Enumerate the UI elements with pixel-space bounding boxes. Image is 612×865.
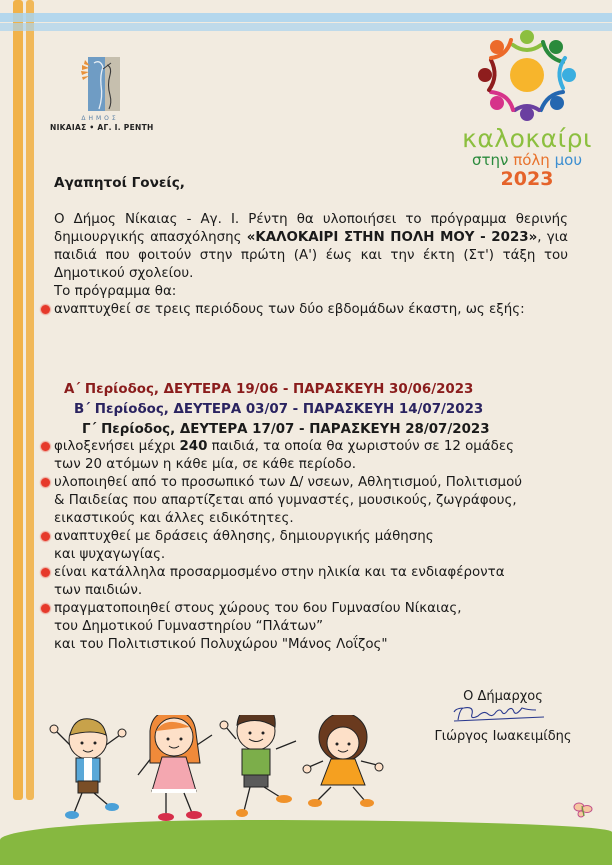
periods-list [64, 380, 490, 440]
handwritten-signature-icon [448, 705, 558, 723]
signature-title: Ο Δήμαρχος [463, 689, 543, 704]
program-name: «ΚΑΛΟΚΑΙΡΙ ΣΤΗΝ ΠΟΛΗ ΜΟΥ - 2023» [246, 230, 538, 245]
red-dot-icon [41, 442, 50, 451]
list-item: αναπτυχθεί σε τρεις περιόδους των δύο εβδομάδων έκαστη, ως εξής: [54, 301, 568, 319]
municipality-emblem-icon [79, 55, 121, 113]
decorative-orange-stripe [13, 0, 23, 800]
intro-paragraph: Ο Δήμος Νίκαιας - Αγ. Ι. Ρέντη θα υλοποιήσει το πρόγραμμα θερινής δημιουργικής απασχόλησης «ΚΑΛΟΚΑΙΡΙ ΣΤΗΝ ΠΟΛΗ ΜΟΥ - 2023», για παιδιά που φοιτούν στην πρώτη (Α') έως και την έκτη (Στ') τάξη του Δημοτικού σχολείου. Το πρόγραμμα θα: αναπτυχθεί σε τρεις περιόδους των δύο εβδομάδων έκαστη, ως εξής: [54, 211, 568, 319]
program-intro: Το πρόγραμμα θα: [54, 284, 177, 299]
list-item: φιλοξενήσει μέχρι 240 παιδιά, τα οποία θα χωριστούν σε 12 ομάδες των 20 ατόμων η κάθε μία, σε κάθε περίοδο. [54, 438, 574, 474]
list-item: είναι κατάλληλα προσαρμοσμένο στην ηλικία και τα ενδιαφέροντα των παιδιών. [54, 564, 574, 600]
program-bullets [54, 438, 574, 654]
program-logo-year: 2023 [500, 168, 554, 190]
children-circle-sun-icon [475, 28, 579, 122]
program-logo [462, 28, 592, 189]
municipality-logo [50, 55, 154, 132]
capacity-number: 240 [179, 439, 208, 454]
period-a: Α΄ Περίοδος, ΔΕΥΤΕΡΑ 19/06 - ΠΑΡΑΣΚΕΥΗ 30/06/2023 [64, 382, 474, 397]
period-b: Β΄ Περίοδος, ΔΕΥΤΕΡΑ 03/07 - ΠΑΡΑΣΚΕΥΗ 14/07/2023 [74, 402, 484, 417]
program-logo-subtitle: στην πόλη μου [472, 151, 582, 169]
period-c: Γ΄ Περίοδος, ΔΕΥΤΕΡΑ 17/07 - ΠΑΡΑΣΚΕΥΗ 28/07/2023 [82, 422, 490, 437]
children-illustration-icon [40, 715, 400, 825]
red-dot-icon [41, 478, 50, 487]
grass-ground [0, 820, 612, 865]
red-dot-icon [41, 305, 50, 314]
municipality-name: ΝΙΚΑΙΑΣ • ΑΓ. Ι. ΡΕΝΤΗ [50, 123, 154, 132]
red-dot-icon [41, 532, 50, 541]
program-logo-title: καλοκαίρι [462, 124, 592, 153]
butterfly-icon [573, 800, 593, 820]
signature-block [428, 688, 578, 745]
decorative-orange-stripe [26, 0, 34, 800]
red-dot-icon [41, 568, 50, 577]
list-item: πραγματοποιηθεί στους χώρους του 6ου Γυμνασίου Νίκαιας, του Δημοτικού Γυμναστηρίου “Πλάτων” και του Πολιτιστικού Πολυχώρου "Μάνος Λοΐζος" [54, 600, 574, 654]
greeting: Αγαπητοί Γονείς, [54, 175, 185, 191]
municipality-label-small: ΔΗΜΟΣ [81, 115, 119, 122]
list-item: αναπτυχθεί με δράσεις άθλησης, δημιουργικής μάθησης και ψυχαγωγίας. [54, 528, 574, 564]
decorative-blue-stripe [0, 13, 612, 22]
mayor-name: Γιώργος Ιωακειμίδης [434, 729, 572, 744]
list-item: υλοποιηθεί από το προσωπικό των Δ/ νσεων, Αθλητισμού, Πολιτισμού & Παιδείας που απαρτίζεται από γυμναστές, μουσικούς, ζωγράφους, εικαστικούς και άλλες ειδικότητες. [54, 474, 574, 528]
red-dot-icon [41, 604, 50, 613]
